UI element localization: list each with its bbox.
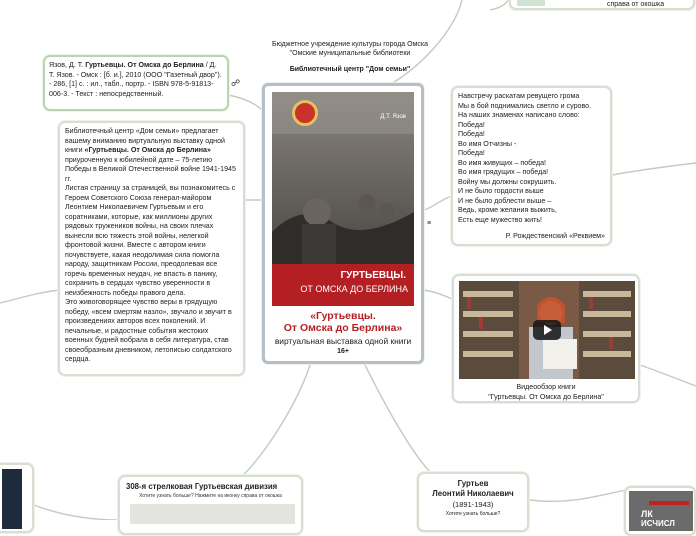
poem-attribution: Р. Рождественский «Реквием» [505, 232, 605, 240]
connector-poem [424, 196, 452, 210]
poem-line: И не было доблести выше – [458, 196, 552, 205]
bottom-right-node[interactable] [624, 486, 696, 536]
citation-title: Гуртьевцы. От Омска до Берлина [85, 61, 204, 69]
video-node[interactable] [452, 274, 640, 403]
organization-line2: "Омские муниципальные библиотеки [289, 50, 411, 57]
citation-author: Язов, Д. Т. [49, 61, 84, 69]
division-node[interactable] [118, 475, 303, 535]
bottom-left-node[interactable] [0, 463, 34, 533]
top-right-node[interactable] [509, 0, 695, 10]
cover-medal-icon [292, 100, 318, 126]
poem-line: Во имя грядущих – победа! [458, 168, 549, 176]
bottom-right-image [629, 491, 693, 531]
poem-line: Победа! [458, 130, 485, 138]
poem-lines [458, 92, 605, 225]
division-image [130, 504, 295, 524]
organization-header [250, 40, 450, 58]
connector-division [240, 365, 310, 478]
gurtiev-years: (1891-1943) [452, 500, 494, 509]
citation-node[interactable] [43, 55, 229, 111]
poem-line: Во имя Отчизны - [458, 139, 517, 148]
connector-description-left [0, 290, 60, 303]
video-caption [454, 383, 638, 402]
connector-bottom-right [530, 490, 626, 501]
organization-line1: Бюджетное учреждение культуры города Омска [271, 41, 428, 48]
video-caption-line1: Видеообзор книги [516, 383, 576, 391]
video-thumbnail[interactable] [459, 281, 635, 379]
cover-title-line2: ОТ ОМСКА ДО БЕРЛИНА [300, 284, 408, 294]
description-para2: Листая страницу за страницей, вы познакомитесь с Героем Советского Союза генерал-майором Леонтием Николаевичем Гуртьевым и его соратниками, которые, как миллионы других рядовых тружеников войны, на своих плечах вынесли всю тяжесть этой войны, нелегкой фронтовой жизни. Вместе с автором книги почувствуете, какая неодолимая сила помогла народу, защитникам России, преодолевая все горечь временных неудач, не впасть в панику, сохранить в сердцах чувство уверенности в неизбежность победы правого дела. [65, 184, 236, 297]
gurtiev-name-line1: Гуртьев [457, 479, 489, 488]
link-icon[interactable]: ☍ [231, 78, 241, 88]
bottom-right-text-line1: ЛК [641, 509, 653, 519]
poem-line: Ведь, кроме желания выжить, [458, 206, 557, 214]
poem-line: Победа! [458, 149, 485, 157]
connector-top-right [490, 0, 508, 10]
gurtiev-hint: Хотите узнать больше? [445, 511, 501, 517]
poem-line: И не было гордости выше [458, 187, 544, 195]
gurtiev-name-line2: Леонтий Николаевич [432, 489, 514, 498]
age-rating: 16+ [337, 348, 349, 355]
poem-node[interactable] [451, 86, 612, 246]
gurtiev-node[interactable] [417, 472, 529, 532]
poem-line: Победа! [458, 120, 485, 129]
connector-bottom-left [34, 505, 120, 520]
central-title-line1: «Гуртьевцы. [310, 310, 376, 322]
poem-line: Войну мы должны сокрушить. [458, 177, 557, 186]
play-icon[interactable] [533, 320, 561, 340]
description-intro: Библиотечный центр «Дом семьи» предлагает вашему вниманию виртуальную выставку одной книги [65, 127, 225, 154]
cover-title-line1: ГУРТЬЕВЦЫ. [340, 270, 406, 281]
central-title [265, 310, 421, 334]
connector-gurtiev [365, 365, 430, 472]
citation-details: / Д. Т. Язов. - Омск : [б. и.], 2010 (ООО "Газетный двор"). - 286, [1] с. : ил., табл., портр. - ISBN 978-5-91813-006-3. - Текст : непосредственный. [49, 61, 222, 98]
connector-video [424, 290, 454, 300]
central-subtitle: виртуальная выставка одной книги [274, 336, 412, 346]
cover-author: Д.Т. Язов [380, 114, 406, 120]
poem-line: На наших знаменах написано слово: [458, 111, 580, 119]
poem-line: Во имя живущих – победа! [458, 158, 547, 167]
description-node[interactable] [58, 121, 245, 376]
top-right-thumb [517, 0, 545, 6]
book-cover[interactable] [272, 92, 414, 306]
description-book-title: «Гуртьевцы. От Омска до Берлина» [84, 146, 211, 154]
attachment-icon[interactable]: ≡ [427, 220, 432, 227]
video-caption-line2: "Гуртьевцы. От Омска до Берлина" [488, 392, 604, 401]
central-title-line2: От Омска до Берлина» [283, 322, 403, 334]
description-after-title: приуроченную к юбилейной дате – 75-летию Победы в Великой Отечественной войне 1941-1945 гг. [65, 155, 236, 183]
bottom-right-text-line2: ИСЧИСЛ [641, 519, 675, 528]
division-hint: Хотите узнать больше? Нажмите на иконку справа от окошка [139, 493, 282, 499]
poem-line: Есть еще мужество жить! [458, 215, 543, 224]
central-node[interactable] [262, 83, 424, 364]
connector-video-right [640, 365, 696, 386]
poem-line: Мы в бой поднимались светло и сурово. [458, 101, 592, 110]
connector-citation [228, 95, 264, 112]
top-right-caption: справа от окошка [607, 1, 665, 8]
bottom-right-red-stripe [649, 501, 689, 505]
gurtiev-name [419, 479, 527, 499]
connector-poem-right [612, 163, 696, 175]
poem-line: Навстречу раскатам ревущего грома [458, 92, 580, 100]
division-title: 308-я стрелковая Гуртьевская дивизия [126, 482, 278, 491]
description-para3: Это живоговорящее чувство веры в грядущую победу, «всем смертям назло», звучало и звучит в произведениях авторов всех поколений. И печальные, и радостные события жестоких военных будней вобрала в себя литература, став своеобразным дневником, летописью солдатского сердца. [65, 298, 232, 363]
bottom-left-image [2, 469, 22, 529]
center-name: Библиотечный центр "Дом семьи" [289, 66, 411, 73]
